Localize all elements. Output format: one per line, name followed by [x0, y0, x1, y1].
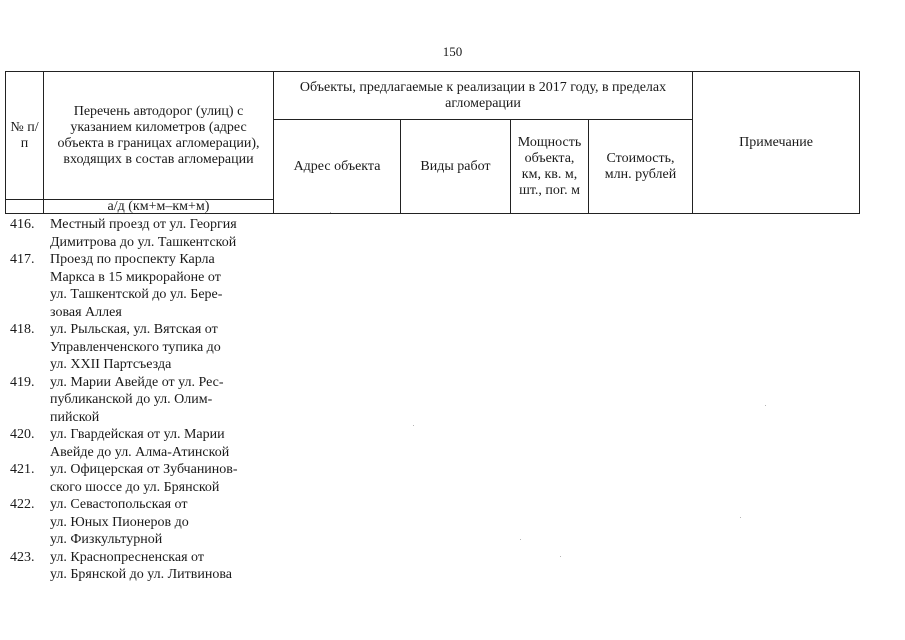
scan-speck [520, 539, 521, 540]
header-roads-sub: а/д (км+м–км+м) [44, 200, 274, 214]
row-line: публиканской до ул. Олим- [50, 392, 213, 407]
header-num: № п/п [6, 72, 44, 200]
scan-speck [740, 517, 741, 518]
row-line: пийской [50, 409, 100, 425]
scan-speck [330, 212, 331, 213]
list-item [10, 496, 310, 549]
row-line: ул. Марии Авейде от ул. Рес- [50, 374, 224, 390]
row-text [50, 251, 280, 321]
row-number: 422. [10, 497, 35, 512]
row-line: Местный проезд от ул. Георгия [50, 217, 237, 232]
row-line: ул. Физкультурной [50, 532, 163, 547]
row-text [50, 374, 280, 427]
row-line: ул. Рыльская, ул. Вятская от [50, 322, 218, 337]
list-item [10, 321, 310, 374]
row-line: Проезд по проспекту Карла [50, 252, 215, 267]
row-number: 417. [10, 252, 35, 267]
road-list [10, 216, 310, 584]
scan-speck [765, 405, 766, 406]
row-text [50, 426, 280, 461]
row-line: ул. Гвардейская от ул. Марии [50, 427, 225, 442]
row-number: 420. [10, 427, 35, 442]
header-objects: Объекты, предлагаемые к реализации в 2017 году, в пределах агломерации [274, 72, 693, 120]
header-capacity: Мощность объекта, км, кв. м, шт., пог. м [511, 120, 589, 214]
row-line: Маркса в 15 микрорайоне от [50, 269, 221, 285]
row-line: ул. Ташкентской до ул. Бере- [50, 287, 223, 302]
row-text [50, 461, 280, 496]
list-item [10, 216, 310, 251]
list-item [10, 549, 310, 584]
row-number: 416. [10, 217, 35, 232]
list-item [10, 374, 310, 427]
header-cost: Стоимость, млн. рублей [589, 120, 693, 214]
row-number: 419. [10, 374, 35, 390]
row-text [50, 549, 280, 584]
row-line: Димитрова до ул. Ташкентской [50, 234, 237, 250]
row-line: ул. XXII Партсъезда [50, 357, 172, 372]
row-line: ского шоссе до ул. Брянской [50, 479, 220, 495]
row-text [50, 216, 280, 251]
header-note: Примечание [693, 72, 860, 214]
header-works: Виды работ [401, 120, 511, 214]
row-line: ул. Юных Пионеров до [50, 514, 189, 530]
list-item [10, 461, 310, 496]
row-line: ул. Офицерская от Зубчанинов- [50, 462, 238, 477]
row-line: Управленченского тупика до [50, 339, 221, 355]
row-line: ул. Севастопольская от [50, 497, 188, 512]
row-line: Авейде до ул. Алма-Атинской [50, 444, 230, 460]
row-line: зовая Аллея [50, 304, 122, 320]
row-line: ул. Краснопресненская от [50, 549, 204, 565]
list-item [10, 251, 310, 321]
header-address: Адрес объекта [274, 120, 401, 214]
row-text [50, 496, 280, 549]
row-number: 421. [10, 462, 35, 477]
scan-speck [560, 556, 561, 557]
row-number: 418. [10, 322, 35, 337]
scan-speck [413, 425, 414, 426]
row-line: ул. Брянской до ул. Литвинова [50, 567, 232, 582]
header-roads: Перечень автодорог (улиц) с указанием километров (адрес объекта в границах агломерации), входящих в состав агломерации [44, 72, 274, 200]
header-num-sub [6, 200, 44, 214]
page-number: 150 [442, 44, 463, 59]
row-number: 423. [10, 549, 35, 565]
row-text [50, 321, 280, 374]
list-item [10, 426, 310, 461]
header-table [5, 71, 860, 214]
